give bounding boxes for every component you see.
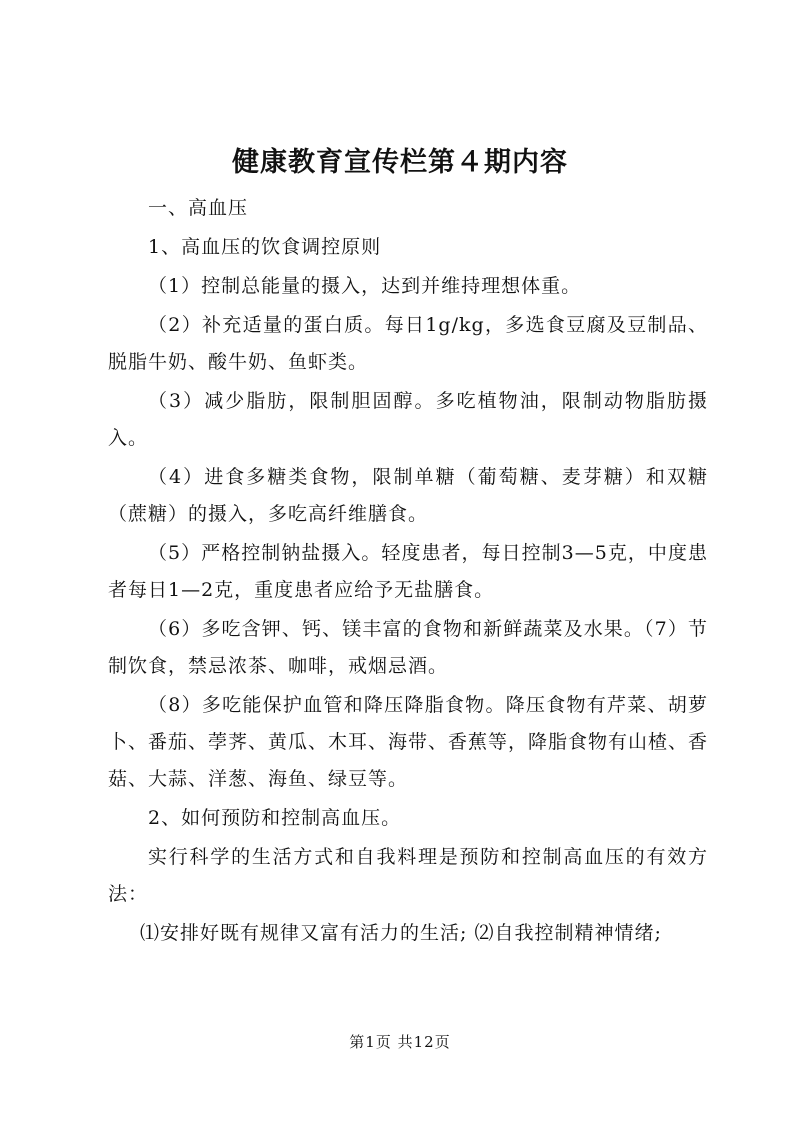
paragraph: ⑴安排好既有规律又富有活力的生活; ⑵自我控制精神情绪; bbox=[140, 922, 662, 944]
section-heading: 一、高血压 bbox=[148, 197, 249, 219]
page-title: 健康教育宣传栏第４期内容 bbox=[232, 147, 568, 178]
paragraph: （3）减少脂肪，限制胆固醇。多吃植物油，限制动物脂肪摄入。 bbox=[108, 390, 708, 449]
paragraph: （1）控制总能量的摄入，达到并维持理想体重。 bbox=[148, 275, 582, 297]
paragraph: （8）多吃能保护血管和降压降脂食物。降压食物有芹菜、胡萝卜、番茄、荸荠、黄瓜、木耳、海带、香蕉等，降脂食物有山楂、香菇、大蒜、洋葱、海鱼、绿豆等。 bbox=[108, 694, 709, 790]
paragraph: （2）补充适量的蛋白质。每日1g/kg，多选食豆腐及豆制品、脱脂牛奶、酸牛奶、鱼虾类。 bbox=[108, 314, 708, 373]
subsection-heading: 1、高血压的饮食调控原则 bbox=[148, 236, 382, 258]
paragraph: （6）多吃含钾、钙、镁丰富的食物和新鲜蔬菜及水果。（7）节制饮食，禁忌浓茶、咖啡，戒烟忌酒。 bbox=[108, 618, 708, 677]
document-body bbox=[108, 190, 708, 952]
paragraph: 实行科学的生活方式和自我料理是预防和控制高血压的有效方法： bbox=[108, 846, 708, 905]
paragraph: （5）严格控制钠盐摄入。轻度患者，每日控制3—5克，中度患者每日1—2克，重度患者应给予无盐膳食。 bbox=[108, 542, 708, 601]
page-number: 第1页 共12页 bbox=[349, 1033, 451, 1051]
subsection-heading: 2、如何预防和控制高血压。 bbox=[148, 807, 402, 829]
paragraph: （4）进食多糖类食物，限制单糖（葡萄糖、麦芽糖）和双糖（蔗糖）的摄入，多吃高纤维膳食。 bbox=[108, 466, 708, 525]
